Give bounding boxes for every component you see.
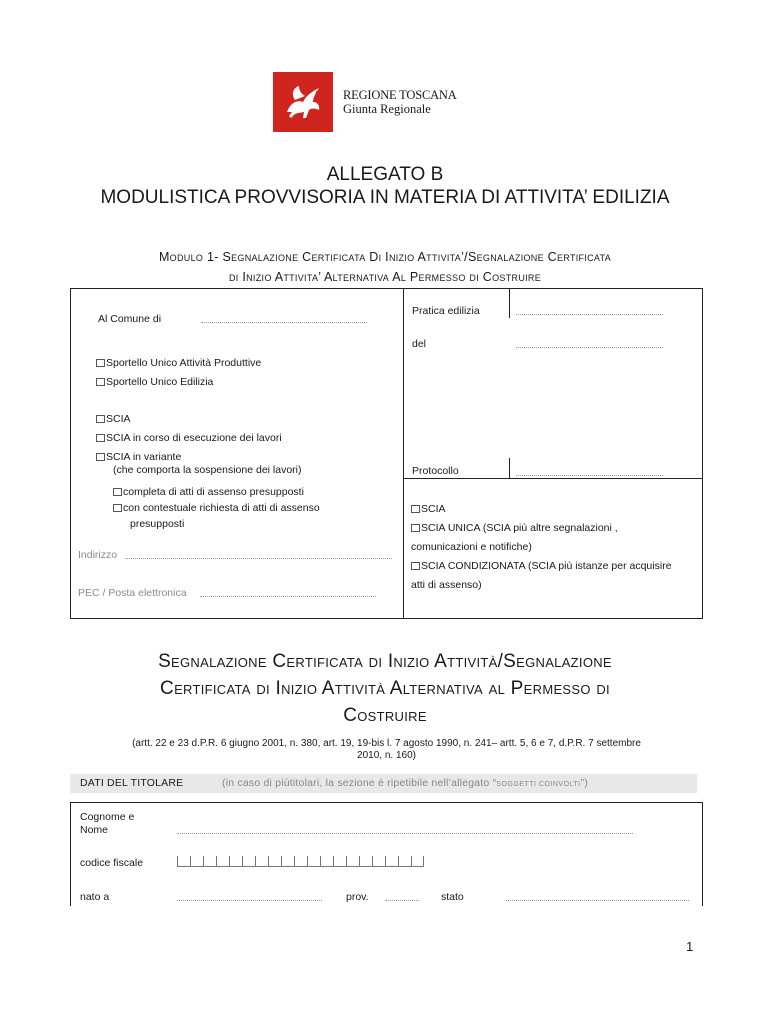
box-divider [403, 288, 404, 619]
pratica-label: Pratica edilizia [412, 305, 480, 317]
cf-char-box[interactable] [177, 856, 190, 867]
checkbox-icon[interactable] [96, 359, 105, 367]
section-title-line3: Costruire [343, 705, 427, 726]
sportello-sue-option[interactable] [96, 376, 213, 389]
scia-right-option[interactable] [411, 503, 446, 516]
stato-field[interactable] [506, 900, 689, 901]
cf-char-box[interactable] [281, 856, 294, 867]
scia-right-label: SCIA [421, 503, 446, 515]
modulo-heading-line1: Modulo 1- Segnalazione Certificata Di Inizio Attivita’/Segnalazione Certificata [158, 250, 612, 264]
cf-char-box[interactable] [398, 856, 411, 867]
pec-label: PEC / Posta elettronica [78, 587, 187, 599]
protocollo-rule [403, 478, 703, 479]
contestuale-option[interactable] [113, 502, 320, 515]
comune-label: Al Comune di [98, 313, 162, 325]
cf-char-box[interactable] [268, 856, 281, 867]
cf-char-box[interactable] [333, 856, 346, 867]
section-title-line2: Certificata di Inizio Attività Alternativa al Permesso di [160, 678, 610, 699]
scia-variante-note: (che comporta la sospensione dei lavori) [113, 464, 302, 476]
cf-char-box[interactable] [242, 856, 255, 867]
scia-variante-label: SCIA in variante [106, 451, 182, 463]
section-title-line1: Segnalazione Certificata di Inizio Attività/Segnalazione [158, 651, 612, 672]
checkbox-icon[interactable] [96, 415, 105, 423]
cf-char-box[interactable] [216, 856, 229, 867]
indirizzo-field[interactable] [125, 558, 392, 559]
cf-char-box[interactable] [320, 856, 333, 867]
prov-label: prov. [346, 891, 369, 903]
cognome-nome-field[interactable] [177, 833, 633, 834]
scia-unica-label: SCIA UNICA (SCIA più altre segnalazioni , [421, 522, 618, 534]
scia-condizionata-option[interactable] [411, 560, 672, 573]
dati-titolare-label: DATI DEL TITOLARE [80, 777, 184, 789]
indirizzo-label: Indirizzo [78, 549, 118, 561]
cf-char-box[interactable] [346, 856, 359, 867]
dati-note-prefix: (in caso di piùtitolari, la sezione è ripetibile nell’allegato “ [222, 777, 497, 789]
scia-variante-option[interactable] [96, 451, 181, 464]
checkbox-icon[interactable] [96, 378, 105, 386]
scia-unica-label-2: comunicazioni e notifiche) [411, 541, 532, 553]
codice-fiscale-label: codice fiscale [80, 857, 144, 869]
checkbox-icon[interactable] [411, 524, 420, 532]
scia-condizionata-label-2: atti di assenso) [411, 579, 482, 591]
cf-char-box[interactable] [307, 856, 320, 867]
checkbox-icon[interactable] [113, 504, 122, 512]
contestuale-label-2: presupposti [130, 518, 185, 530]
contestuale-label: con contestuale richiesta di atti di assenso [123, 502, 320, 514]
cf-char-box[interactable] [229, 856, 242, 867]
soggetti-coinvolti-label: SOGGETTI COINVOLTI [496, 781, 581, 788]
cognome-label-2: Nome [80, 824, 109, 836]
del-label: del [412, 338, 427, 350]
del-field[interactable] [516, 347, 663, 348]
sportello-sue-label: Sportello Unico Edilizia [106, 376, 214, 388]
protocollo-label: Protocollo [412, 465, 459, 477]
checkbox-icon[interactable] [96, 453, 105, 461]
cf-char-box[interactable] [385, 856, 398, 867]
nato-a-field[interactable] [177, 900, 322, 901]
modulistica-title: MODULISTICA PROVVISORIA IN MATERIA DI ATTIVITA’ EDILIZIA [100, 187, 670, 208]
page-number: 1 [686, 939, 694, 954]
protocollo-field[interactable] [516, 475, 663, 476]
titolare-box [70, 802, 703, 906]
scia-condizionata-label: SCIA CONDIZIONATA (SCIA più istanze per acquisire [421, 560, 672, 572]
cf-char-box[interactable] [359, 856, 372, 867]
comune-field[interactable] [201, 322, 367, 323]
scia-option[interactable] [96, 413, 131, 426]
stato-label: stato [441, 891, 464, 903]
cf-char-box[interactable] [411, 856, 424, 867]
protocollo-divider [509, 458, 510, 478]
completa-label: completa di atti di assenso presupposti [123, 486, 304, 498]
dati-note-suffix: ”) [580, 777, 589, 789]
cf-char-box[interactable] [203, 856, 216, 867]
allegato-title: ALLEGATO B [326, 164, 444, 185]
modulo-heading-line2: di Inizio Attivita’ Alternativa Al Permesso di Costruire [228, 270, 542, 284]
laws-reference-line2: 2010, n. 160) [357, 750, 416, 761]
checkbox-icon[interactable] [96, 434, 105, 442]
prov-field[interactable] [385, 900, 419, 901]
pegasus-icon [273, 72, 333, 132]
regione-toscana-logo [273, 72, 333, 132]
completa-option[interactable] [113, 486, 304, 499]
checkbox-icon[interactable] [411, 562, 420, 570]
scia-label: SCIA [106, 413, 131, 425]
nato-a-label: nato a [80, 891, 110, 903]
cf-char-box[interactable] [255, 856, 268, 867]
cf-char-box[interactable] [372, 856, 385, 867]
pratica-field[interactable] [516, 314, 663, 315]
org-name: REGIONE TOSCANA [343, 88, 457, 102]
cf-char-box[interactable] [294, 856, 307, 867]
laws-reference-line1: (artt. 22 e 23 d.P.R. 6 giugno 2001, n. 380, art. 19, 19-bis l. 7 agosto 1990, n. 241– artt. 5, 6 e 7, d.P.R. 7 settembre [132, 738, 641, 749]
sportello-suap-label: Sportello Unico Attività Produttive [106, 357, 262, 369]
scia-corso-label: SCIA in corso di esecuzione dei lavori [106, 432, 282, 444]
scia-unica-option[interactable] [411, 522, 618, 535]
scia-corso-option[interactable] [96, 432, 282, 445]
cognome-label-1: Cognome e [80, 811, 135, 823]
cf-char-box[interactable] [190, 856, 203, 867]
org-subtitle: Giunta Regionale [343, 102, 431, 116]
codice-fiscale-field[interactable] [177, 856, 424, 867]
checkbox-icon[interactable] [113, 488, 122, 496]
pratica-divider [509, 288, 510, 318]
sportello-suap-option[interactable] [96, 357, 261, 370]
pec-field[interactable] [200, 596, 376, 597]
dati-titolare-note [222, 777, 588, 789]
checkbox-icon[interactable] [411, 505, 420, 513]
